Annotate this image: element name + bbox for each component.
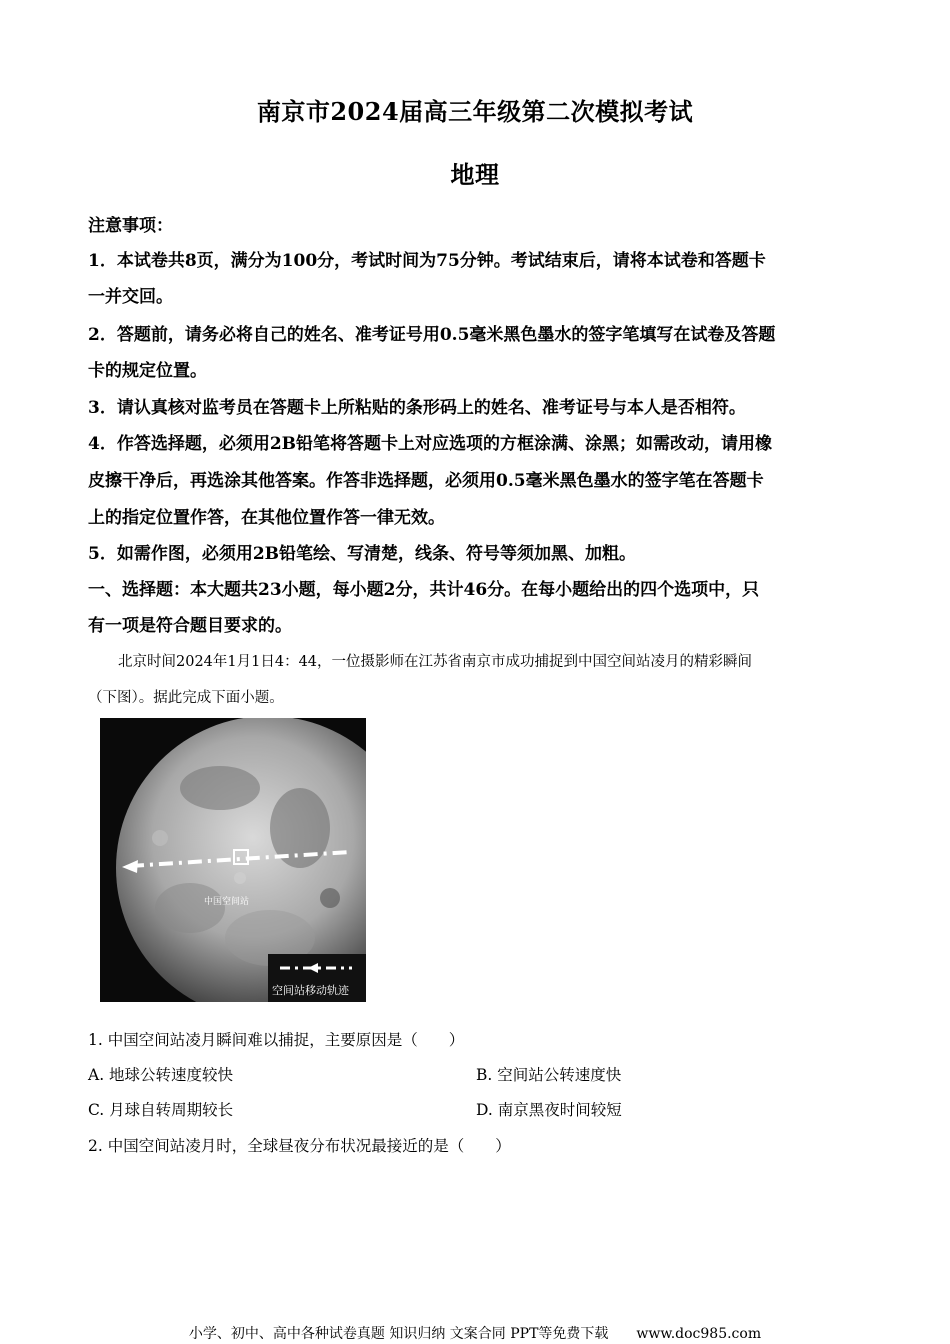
notice-line: 3．请认真核对监考员在答题卡上所粘贴的条形码上的姓名、准考证号与本人是否相符。 xyxy=(88,398,746,418)
notice-line: 1．本试卷共8页，满分为100分，考试时间为75分钟。考试结束后，请将本试卷和答题卡 xyxy=(88,251,766,271)
exam-title: 南京市2024届高三年级第二次模拟考试 xyxy=(256,97,694,126)
intro-text: 北京时间2024年1月1日4：44，一位摄影师在江苏省南京市成功捕捉到中国空间站凌月的精彩瞬间 xyxy=(118,654,753,670)
option-a[interactable]: A. 地球公转速度较快 xyxy=(88,1066,234,1084)
subject-title: 地理 xyxy=(450,160,500,189)
question-2-stem: 2. 中国空间站凌月时，全球昼夜分布状况最接近的是（ ） xyxy=(88,1137,511,1155)
intro-text: （下图）。据此完成下面小题。 xyxy=(88,690,284,706)
option-b[interactable]: B. 空间站公转速度快 xyxy=(476,1066,622,1084)
section-heading: 有一项是符合题目要求的。 xyxy=(88,616,292,636)
notice-line: 5．如需作图，必须用2B铅笔绘、写清楚，线条、符号等须加黑、加粗。 xyxy=(88,544,637,564)
legend-label: 空间站移动轨迹 xyxy=(272,984,349,997)
moon-transit-photo xyxy=(100,718,366,1002)
footer-text: 小学、初中、高中各种试卷真题 知识归纳 文案合同 PPT等免费下载 www.doc985.com xyxy=(188,1326,762,1342)
station-label: 中国空间站 xyxy=(204,897,250,907)
notice-heading: 注意事项： xyxy=(88,216,173,236)
notice-line: 上的指定位置作答，在其他位置作答一律无效。 xyxy=(88,508,445,528)
section-heading: 一、选择题：本大题共23小题，每小题2分，共计46分。在每小题给出的四个选项中，只 xyxy=(88,580,760,600)
notice-line: 一并交回。 xyxy=(88,287,173,307)
option-d[interactable]: D. 南京黑夜时间较短 xyxy=(476,1101,622,1119)
notice-line: 2．答题前，请务必将自己的姓名、准考证号用0.5毫米黑色墨水的签字笔填写在试卷及答题 xyxy=(88,325,776,345)
notice-line: 卡的规定位置。 xyxy=(88,361,207,381)
question-1-stem: 1. 中国空间站凌月瞬间难以捕捉，主要原因是（ ） xyxy=(88,1031,465,1049)
option-c[interactable]: C. 月球自转周期较长 xyxy=(88,1101,234,1119)
notice-line: 皮擦干净后，再选涂其他答案。作答非选择题，必须用0.5毫米黑色墨水的签字笔在答题卡 xyxy=(88,471,764,491)
notice-line: 4．作答选择题，必须用2B铅笔将答题卡上对应选项的方框涂满、涂黑；如需改动，请用橡 xyxy=(88,434,773,454)
moon-icon xyxy=(100,718,366,1002)
